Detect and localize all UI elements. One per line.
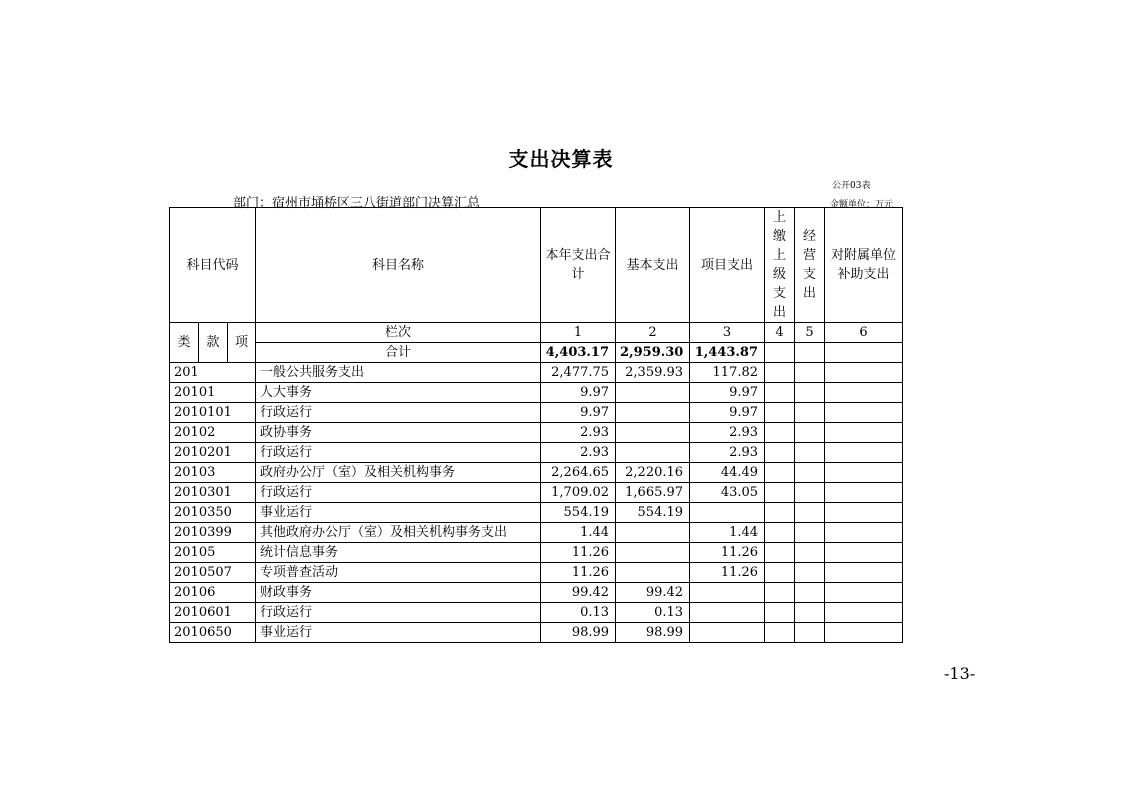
summary-subsidy <box>825 343 903 363</box>
row-name: 事业运行 <box>256 503 541 523</box>
row-subsidy <box>825 403 903 423</box>
row-subsidy <box>825 543 903 563</box>
header-code: 科目代码 <box>170 208 256 323</box>
row-code: 20106 <box>170 583 256 603</box>
department-label: 部门：宿州市埇桥区三八街道部门决算汇总 <box>233 196 481 211</box>
table-row <box>170 463 903 483</box>
header-kuan: 款 <box>199 323 228 363</box>
row-business <box>795 403 825 423</box>
row-business <box>795 523 825 543</box>
row-project: 43.05 <box>690 483 765 503</box>
table-row <box>170 543 903 563</box>
row-upper <box>765 363 795 383</box>
row-basic <box>616 383 690 403</box>
row-code: 2010650 <box>170 623 256 643</box>
row-code: 201 <box>170 363 256 383</box>
row-total: 2,477.75 <box>541 363 616 383</box>
table-row <box>170 383 903 403</box>
row-code: 20103 <box>170 463 256 483</box>
row-name: 其他政府办公厅（室）及相关机构事务支出 <box>256 523 541 543</box>
table-row <box>170 603 903 623</box>
row-total: 2.93 <box>541 423 616 443</box>
row-business <box>795 463 825 483</box>
summary-total: 4,403.17 <box>541 343 616 363</box>
row-code: 2010350 <box>170 503 256 523</box>
row-project: 11.26 <box>690 543 765 563</box>
row-upper <box>765 523 795 543</box>
row-business <box>795 623 825 643</box>
row-basic: 554.19 <box>616 503 690 523</box>
row-code: 20105 <box>170 543 256 563</box>
row-name: 一般公共服务支出 <box>256 363 541 383</box>
row-total: 9.97 <box>541 383 616 403</box>
header-lanci: 栏次 <box>256 323 541 343</box>
row-code: 2010507 <box>170 563 256 583</box>
summary-row <box>170 343 903 363</box>
form-number: 公开03表 <box>832 181 871 191</box>
row-upper <box>765 583 795 603</box>
row-subsidy <box>825 623 903 643</box>
table-row <box>170 443 903 463</box>
header-lei: 类 <box>170 323 199 363</box>
row-name: 统计信息事务 <box>256 543 541 563</box>
row-total: 11.26 <box>541 543 616 563</box>
row-code: 2010399 <box>170 523 256 543</box>
row-project: 2.93 <box>690 423 765 443</box>
col-number-5: 5 <box>795 323 825 343</box>
row-name: 人大事务 <box>256 383 541 403</box>
header-xiang: 项 <box>228 323 256 363</box>
row-subsidy <box>825 423 903 443</box>
row-project <box>690 603 765 623</box>
summary-business <box>795 343 825 363</box>
row-business <box>795 443 825 463</box>
table-row <box>170 523 903 543</box>
row-subsidy <box>825 383 903 403</box>
row-total: 1,709.02 <box>541 483 616 503</box>
row-basic: 1,665.97 <box>616 483 690 503</box>
row-upper <box>765 623 795 643</box>
row-upper <box>765 443 795 463</box>
row-upper <box>765 503 795 523</box>
row-basic: 2,359.93 <box>616 363 690 383</box>
row-total: 2,264.65 <box>541 463 616 483</box>
row-basic <box>616 403 690 423</box>
table-row <box>170 503 903 523</box>
row-code: 2010601 <box>170 603 256 623</box>
col-number-1: 1 <box>541 323 616 343</box>
row-subsidy <box>825 523 903 543</box>
page-number: -13- <box>944 664 976 683</box>
row-name: 行政运行 <box>256 403 541 423</box>
row-business <box>795 423 825 443</box>
table-row <box>170 363 903 383</box>
col-number-4: 4 <box>765 323 795 343</box>
row-name: 政协事务 <box>256 423 541 443</box>
row-name: 行政运行 <box>256 603 541 623</box>
row-code: 20102 <box>170 423 256 443</box>
row-basic: 98.99 <box>616 623 690 643</box>
expenditure-table <box>169 207 903 643</box>
row-project: 117.82 <box>690 363 765 383</box>
row-project <box>690 623 765 643</box>
row-upper <box>765 383 795 403</box>
row-subsidy <box>825 363 903 383</box>
row-basic: 99.42 <box>616 583 690 603</box>
row-upper <box>765 563 795 583</box>
row-subsidy <box>825 503 903 523</box>
row-basic: 0.13 <box>616 603 690 623</box>
row-name: 政府办公厅（室）及相关机构事务 <box>256 463 541 483</box>
row-total: 99.42 <box>541 583 616 603</box>
header-basic: 基本支出 <box>616 208 690 323</box>
row-project: 11.26 <box>690 563 765 583</box>
row-project: 2.93 <box>690 443 765 463</box>
summary-label: 合计 <box>256 343 541 363</box>
row-upper <box>765 603 795 623</box>
col-number-6: 6 <box>825 323 903 343</box>
row-basic <box>616 563 690 583</box>
row-subsidy <box>825 563 903 583</box>
row-code: 20101 <box>170 383 256 403</box>
row-business <box>795 583 825 603</box>
row-subsidy <box>825 583 903 603</box>
header-name: 科目名称 <box>256 208 541 323</box>
row-total: 554.19 <box>541 503 616 523</box>
row-business <box>795 603 825 623</box>
row-business <box>795 503 825 523</box>
row-total: 0.13 <box>541 603 616 623</box>
header-total: 本年支出合计 <box>541 208 616 323</box>
row-basic <box>616 523 690 543</box>
row-name: 事业运行 <box>256 623 541 643</box>
row-project <box>690 583 765 603</box>
row-total: 98.99 <box>541 623 616 643</box>
row-subsidy <box>825 443 903 463</box>
col-number-2: 2 <box>616 323 690 343</box>
row-total: 2.93 <box>541 443 616 463</box>
page-title: 支出决算表 <box>508 147 614 171</box>
row-basic <box>616 443 690 463</box>
row-name: 行政运行 <box>256 443 541 463</box>
row-project <box>690 503 765 523</box>
table-row <box>170 623 903 643</box>
row-name: 财政事务 <box>256 583 541 603</box>
row-business <box>795 563 825 583</box>
table-row <box>170 403 903 423</box>
row-total: 1.44 <box>541 523 616 543</box>
row-upper <box>765 483 795 503</box>
row-project: 1.44 <box>690 523 765 543</box>
header-upper: 上 缴 上 级 支 出 <box>765 208 795 323</box>
row-name: 行政运行 <box>256 483 541 503</box>
row-code: 2010201 <box>170 443 256 463</box>
col-number-3: 3 <box>690 323 765 343</box>
row-business <box>795 543 825 563</box>
row-upper <box>765 403 795 423</box>
table-row <box>170 483 903 503</box>
row-basic: 2,220.16 <box>616 463 690 483</box>
table-row <box>170 583 903 603</box>
row-code: 2010301 <box>170 483 256 503</box>
row-business <box>795 483 825 503</box>
row-business <box>795 383 825 403</box>
row-upper <box>765 543 795 563</box>
row-project: 44.49 <box>690 463 765 483</box>
row-project: 9.97 <box>690 383 765 403</box>
summary-upper <box>765 343 795 363</box>
row-project: 9.97 <box>690 403 765 423</box>
table-row <box>170 423 903 443</box>
row-subsidy <box>825 463 903 483</box>
row-upper <box>765 463 795 483</box>
row-basic <box>616 423 690 443</box>
row-subsidy <box>825 483 903 503</box>
header-business: 经 营 支 出 <box>795 208 825 323</box>
table-row <box>170 563 903 583</box>
summary-project: 1,443.87 <box>690 343 765 363</box>
row-code: 2010101 <box>170 403 256 423</box>
summary-basic: 2,959.30 <box>616 343 690 363</box>
row-upper <box>765 423 795 443</box>
row-total: 11.26 <box>541 563 616 583</box>
row-basic <box>616 543 690 563</box>
row-business <box>795 363 825 383</box>
row-subsidy <box>825 603 903 623</box>
header-project: 项目支出 <box>690 208 765 323</box>
row-total: 9.97 <box>541 403 616 423</box>
amount-unit: 金额单位：万元 <box>830 200 894 210</box>
row-name: 专项普查活动 <box>256 563 541 583</box>
header-subsidy: 对附属单位补助支出 <box>825 208 903 323</box>
